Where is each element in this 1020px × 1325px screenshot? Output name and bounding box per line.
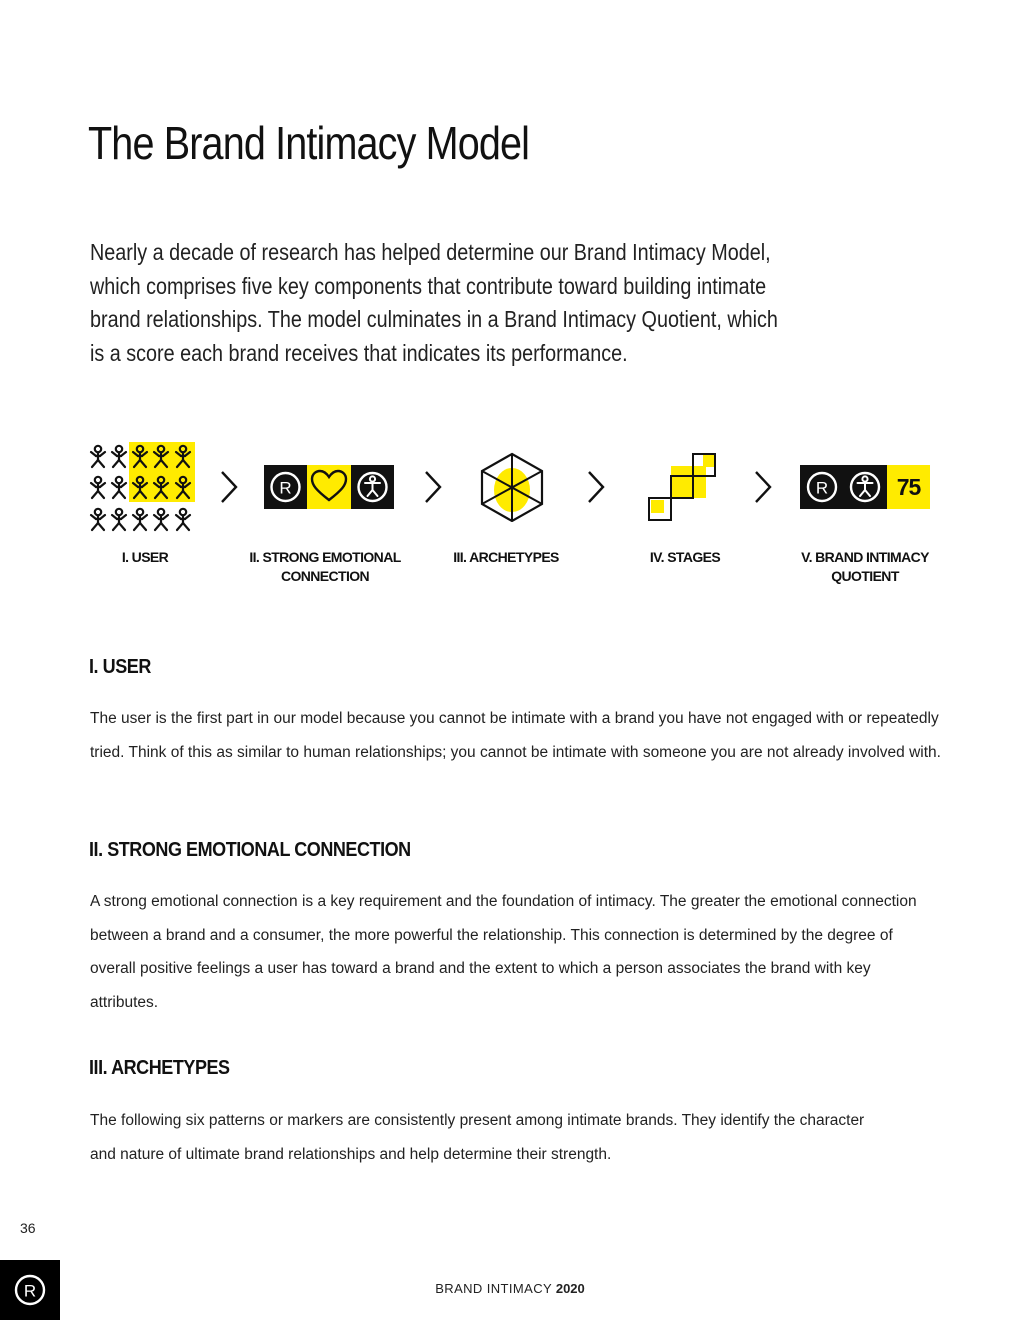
chevron-right-icon [753,470,773,509]
section-heading-archetypes: III. ARCHETYPES [89,1057,230,1079]
component-label-stages: IV. STAGES [649,549,721,565]
emotional-connection-icon [264,465,394,509]
chevron-right-icon [219,470,239,509]
intro-paragraph: Nearly a decade of research has helped determine our Brand Intimacy Model, which comprises five key components that contribute toward building intimate brand relationships. The model culminates in a Brand Intimacy Quotient, which is a score each brand receives that indicates its performance. [90,239,778,366]
quotient-score: 75 [896,474,921,500]
archetypes-hexagon-icon [478,452,546,522]
stages-steps-icon [646,450,722,526]
footer-year: 2020 [555,1281,585,1296]
section-body-emotional-connection: A strong emotional connection is a key requirement and the foundation of intimacy. The greater the emotional connection between a brand and a consumer, the more powerful the relationship. This connection is determined by the degree of overall positive feelings a user has toward a brand and the extent to which a person associates the brand with key attributes. [90,893,917,1011]
component-label-emotional-connection: II. STRONG EMOTIONAL CONNECTION [249,549,401,584]
svg-text:R: R [279,478,292,498]
chevron-right-icon [586,470,606,509]
footer-brand-text: BRAND INTIMACY [435,1281,552,1296]
component-label-user: I. USER [121,549,169,565]
section-body-archetypes: The following six patterns or markers are consistently present among intimate brands. They identify the character and nature of ultimate brand relationships and help determine their strength. [90,1112,865,1163]
section-heading-user: I. USER [89,656,151,678]
user-grid-icon [88,440,198,532]
chevron-right-icon [423,470,443,509]
quotient-icon [800,465,930,509]
section-body-user: The user is the first part in our model because you cannot be intimate with a brand you have not engaged with or repeatedly tried. Think of this as similar to human relationships; you cannot be intimate with someone you are not already involved with. [90,710,941,761]
page-number: 36 [20,1220,36,1236]
page-title: The Brand Intimacy Model [88,117,530,169]
component-label-archetypes: III. ARCHETYPES [453,549,559,565]
section-heading-emotional-connection: II. STRONG EMOTIONAL CONNECTION [89,839,411,861]
component-label-quotient: V. BRAND INTIMACY QUOTIENT [801,549,929,584]
brand-intimacy-model-diagram [0,0,1020,600]
svg-text:R: R [815,478,829,498]
svg-text:R: R [23,1281,37,1301]
footer-brand [0,1281,1020,1296]
